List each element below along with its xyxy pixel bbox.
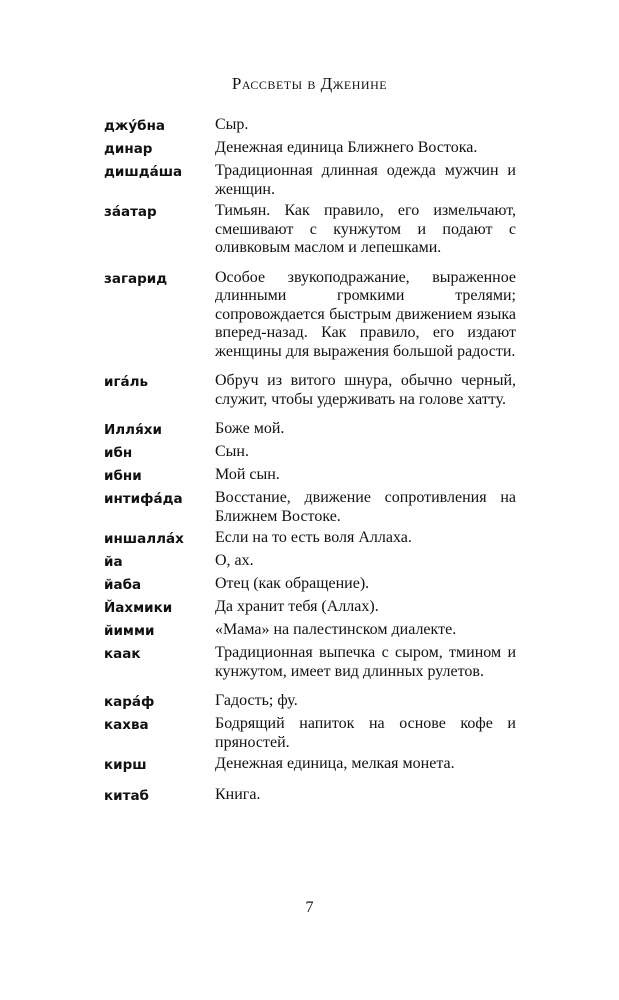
glossary-definition: Гадость; фу.	[215, 692, 298, 709]
glossary-definition: Боже мой.	[215, 420, 285, 437]
glossary-definition: Сыр.	[215, 116, 249, 133]
glossary-term: за́атар	[104, 204, 157, 220]
glossary-definition: Мой сын.	[215, 466, 280, 483]
glossary-term: динар	[104, 141, 153, 157]
glossary-definition: О, ах.	[215, 552, 254, 569]
glossary-term: каак	[104, 646, 141, 662]
glossary-term: ига́ль	[104, 374, 149, 390]
glossary-term: Йахмики	[104, 600, 173, 616]
glossary-term: ибни	[104, 468, 142, 484]
glossary-entry	[104, 552, 516, 572]
glossary-term: Илля́хи	[104, 422, 162, 438]
glossary-entry	[104, 692, 516, 712]
glossary-term: ибн	[104, 445, 133, 461]
glossary-definition: Сын.	[215, 443, 249, 460]
glossary-entry	[104, 575, 516, 595]
running-header: Рассветы в Дженине	[231, 74, 388, 93]
glossary-entry	[104, 202, 516, 258]
glossary-definition: Особое звукоподражание, выраженное длинными громкими трелями; сопровождается быстрым движением языка вперед-назад. Как правило, его издают женщины для выражения большой радости.	[215, 268, 516, 360]
glossary-term: йимми	[104, 623, 155, 639]
glossary-entry	[104, 269, 516, 362]
glossary-entry	[104, 443, 516, 463]
glossary-definition: Отец (как обращение).	[215, 575, 370, 592]
glossary-term: кара́ф	[104, 694, 155, 710]
glossary-definition: Книга.	[215, 786, 261, 803]
glossary-entry	[104, 529, 516, 549]
glossary-entry	[104, 372, 516, 409]
page-number: 7	[305, 899, 314, 916]
glossary-entry	[104, 466, 516, 486]
glossary-term: загарид	[104, 270, 168, 287]
glossary-entry	[104, 489, 516, 526]
glossary-term: китаб	[104, 788, 149, 804]
glossary-term: кахва	[104, 717, 149, 733]
glossary-definition: Традиционная выпечка с сыром, тмином и кунжутом, имеет вид длинных рулетов.	[215, 644, 516, 680]
glossary-term: йаба	[104, 577, 142, 593]
glossary-definition: Тимьян. Как правило, его измельчают, смешивают с кунжутом и подают с оливковым маслом и лепешками.	[215, 202, 516, 256]
glossary-list	[104, 116, 516, 809]
glossary-term: кирш	[104, 757, 147, 773]
glossary-entry	[104, 139, 516, 159]
glossary-entry	[104, 644, 516, 681]
glossary-definition: Денежная единица Ближнего Востока.	[215, 139, 478, 156]
glossary-entry	[104, 755, 516, 775]
glossary-entry	[104, 715, 516, 752]
glossary-definition: Да хранит тебя (Аллах).	[215, 598, 379, 615]
glossary-term: йа	[104, 554, 123, 570]
glossary-entry	[104, 621, 516, 641]
glossary-definition: Если на то есть воля Аллаха.	[215, 529, 412, 546]
glossary-term: иншалла́х	[104, 531, 184, 547]
glossary-entry	[104, 598, 516, 618]
glossary-definition: Бодрящий напиток на основе кофе и пряностей.	[215, 715, 516, 751]
glossary-definition: «Мама» на палестинском диалекте.	[215, 621, 457, 638]
glossary-entry	[104, 116, 516, 136]
glossary-definition: Обруч из витого шнура, обычно черный, служит, чтобы удерживать на голове хатту.	[215, 372, 516, 408]
glossary-definition: Денежная единица, мелкая монета.	[215, 755, 455, 772]
glossary-entry	[104, 162, 516, 199]
glossary-definition: Восстание, движение сопротивления на Ближнем Востоке.	[215, 489, 516, 525]
glossary-term: интифа́да	[104, 491, 183, 507]
glossary-definition: Традиционная длинная одежда мужчин и женщин.	[215, 162, 516, 198]
glossary-entry	[104, 786, 516, 806]
glossary-term: дишда́ша	[104, 164, 183, 180]
glossary-term: джу́бна	[104, 118, 166, 134]
glossary-entry	[104, 420, 516, 440]
